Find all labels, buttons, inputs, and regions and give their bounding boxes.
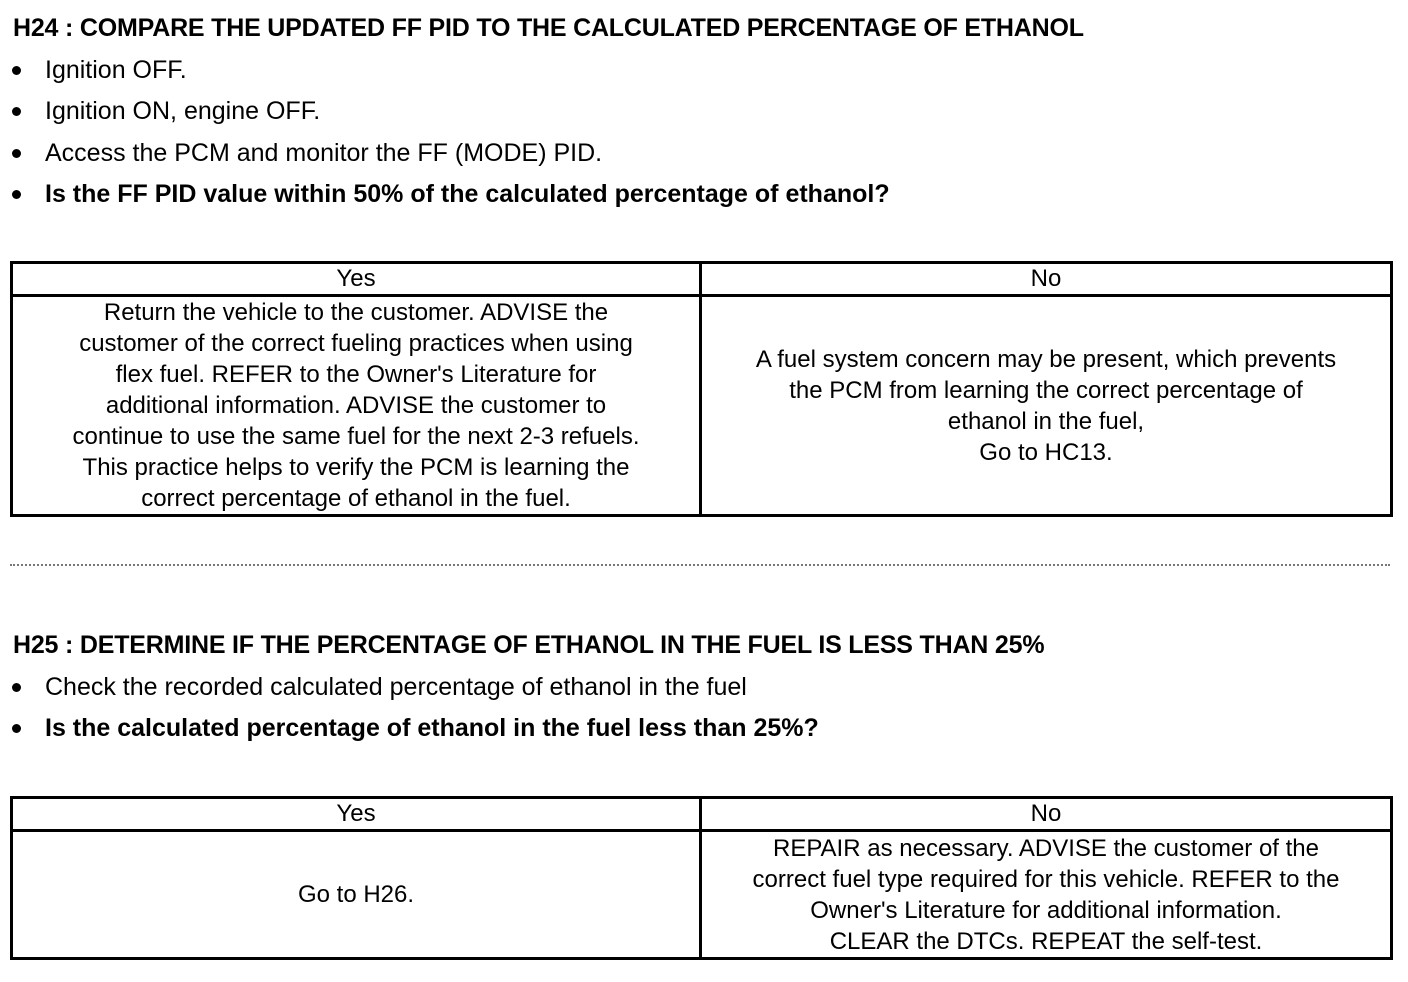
h24-yes-no-table: [10, 261, 1393, 517]
cell-line: Go to HC13.: [979, 438, 1113, 466]
cell-line: REPAIR as necessary. ADVISE the customer of the: [772, 834, 1319, 862]
cell-line: Owner's Literature for additional information.: [810, 896, 1282, 924]
table-row: [12, 296, 1392, 516]
no-header: No: [701, 263, 1392, 296]
bullet-item: [12, 97, 320, 126]
cell-line: customer of the correct fueling practices when using: [79, 330, 633, 357]
no-header: No: [701, 798, 1392, 831]
bullet-dot-icon: [12, 724, 21, 733]
bullet-item: [12, 673, 747, 702]
table-header-row: [12, 263, 1392, 296]
no-cell: [701, 296, 1392, 516]
h25-yes-no-table: [10, 796, 1393, 960]
bullet-dot-icon: [12, 149, 21, 158]
bullet-dot-icon: [12, 190, 21, 199]
bullet-text: Check the recorded calculated percentage of ethanol in the fuel: [45, 673, 747, 701]
cell-line: This practice helps to verify the PCM is learning the: [82, 454, 630, 481]
cell-line: correct percentage of ethanol in the fuel.: [141, 485, 571, 512]
bullet-dot-icon: [12, 107, 21, 116]
bullet-dot-icon: [12, 683, 21, 692]
bullet-item-question: [12, 180, 890, 209]
question-text: Is the FF PID value within 50% of the calculated percentage of ethanol?: [45, 180, 890, 208]
cell-line: Go to H26.: [297, 881, 415, 908]
bullet-text: Ignition ON, engine OFF.: [45, 97, 321, 125]
cell-line: flex fuel. REFER to the Owner's Literature for: [115, 361, 597, 388]
section-h25-heading: H25 : DETERMINE IF THE PERCENTAGE OF ETHANOL IN THE FUEL IS LESS THAN 25%: [13, 631, 1045, 659]
bullet-item: [12, 139, 602, 168]
cell-line: Return the vehicle to the customer. ADVISE the: [103, 299, 609, 326]
cell-line: ethanol in the fuel,: [947, 407, 1145, 435]
section-divider: [10, 564, 1390, 566]
cell-line: additional information. ADVISE the customer to: [105, 392, 607, 419]
section-h24-heading: H24 : COMPARE THE UPDATED FF PID TO THE CALCULATED PERCENTAGE OF ETHANOL: [13, 14, 1084, 42]
table-header-row: [12, 798, 1392, 831]
yes-header: Yes: [12, 798, 701, 831]
bullet-dot-icon: [12, 66, 21, 75]
bullet-text: Ignition OFF.: [45, 56, 187, 84]
cell-line: correct fuel type required for this vehicle. REFER to the: [752, 865, 1340, 893]
yes-cell: [12, 296, 701, 516]
bullet-item-question: [12, 714, 819, 743]
cell-line: A fuel system concern may be present, which prevents: [755, 345, 1337, 373]
cell-line: the PCM from learning the correct percentage of: [789, 376, 1303, 404]
question-text: Is the calculated percentage of ethanol in the fuel less than 25%?: [45, 714, 819, 742]
yes-header: Yes: [12, 263, 701, 296]
table-row: [12, 831, 1392, 959]
bullet-item: [12, 56, 187, 85]
yes-cell: [12, 831, 701, 959]
bullet-text: Access the PCM and monitor the FF (MODE) PID.: [45, 139, 603, 167]
cell-line: continue to use the same fuel for the next 2-3 refuels.: [72, 423, 640, 450]
no-cell: [701, 831, 1392, 959]
cell-line: CLEAR the DTCs. REPEAT the self-test.: [829, 927, 1263, 955]
